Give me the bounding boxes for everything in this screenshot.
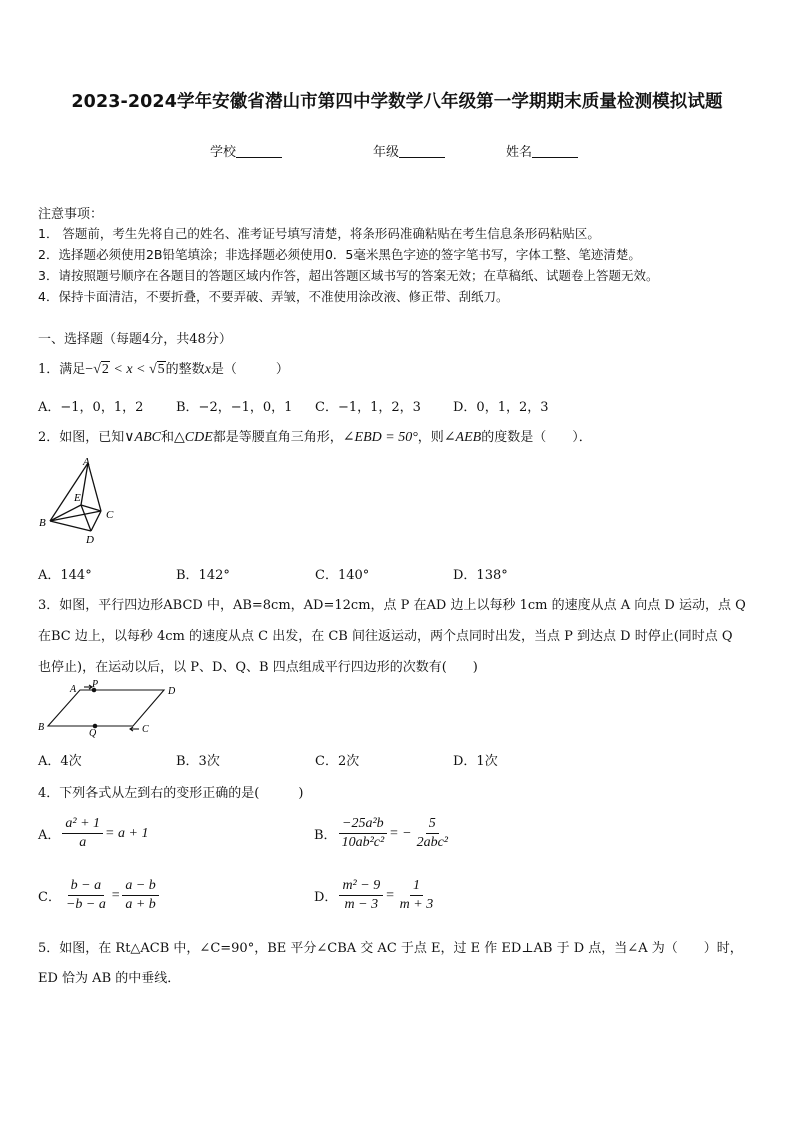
q2-angle-asked: ∠AEB [443, 430, 482, 445]
q1-var: x [204, 362, 211, 377]
q4-c-den2: a + b [125, 897, 156, 912]
q4-option-a[interactable] [38, 816, 148, 851]
question-5-line-2: ED 恰为 AB 的中垂线． [38, 971, 181, 986]
q4-d-fraction-right [397, 878, 437, 913]
note-item: 3．请按照题号顺序在各题目的答题区域内作答，超出答题区域书写的答案无效；在草稿纸、试题卷上答题无效。 [38, 268, 659, 283]
q4-b-eq: = − [389, 825, 412, 841]
q2-then: ，则 [417, 430, 444, 445]
q4-b-num: −25a²b [339, 816, 387, 834]
q1-option-a[interactable]: A．−1，0，1，2 [38, 400, 144, 415]
q1-minus: − [85, 362, 94, 377]
q2-stem-start: 2．如图，已知 [38, 430, 125, 445]
q4-c-num2: a − b [122, 878, 158, 896]
question-5-line-1: 5．如图，在 Rt△ACB 中，∠C=90°，BE 平分∠CBA 交 AC 于点 E，过 E 作 ED⊥AB 于 D 点，当∠A 为（ ）时， [38, 941, 743, 956]
q1-stem-end: 是（ ） [210, 362, 289, 377]
note-item: 2．选择题必须使用2B铅笔填涂；非选择题必须使用0．5毫米黑色字迹的签字笔书写，字体工整、笔迹清楚。 [38, 247, 641, 262]
question-1 [38, 358, 289, 378]
q1-stem-start: 1．满足 [38, 362, 86, 377]
q4-a-fraction [62, 816, 103, 851]
q1-stem-mid: 的整数 [165, 362, 205, 377]
q1-sqrt-2: √2 [93, 362, 109, 377]
q4-b-fraction-left [339, 816, 388, 851]
q2-option-d[interactable]: D．138° [453, 568, 508, 583]
q2-option-c[interactable]: C．140° [315, 568, 370, 583]
school-label: 学校 [210, 145, 237, 160]
q4-c-label: C． [38, 890, 61, 905]
q3-label-p: P [92, 680, 99, 690]
section-heading: 一、选择题（每题4分，共48分） [38, 332, 232, 347]
q4-c-num: b − a [68, 878, 104, 896]
q2-and: 和 [160, 430, 174, 445]
name-field[interactable] [506, 141, 578, 160]
q4-d-den: m − 3 [344, 897, 379, 912]
q4-c-fraction-left [63, 878, 109, 913]
q2-label-a: A [83, 456, 90, 468]
q4-b-label: B． [314, 828, 337, 843]
q2-label-e: E [74, 492, 81, 504]
question-2 [38, 426, 592, 446]
q4-option-b[interactable] [314, 816, 453, 851]
q4-d-eq: = [385, 887, 395, 903]
q3-label-c: C [142, 724, 149, 735]
note-item: 1． 答题前，考生先将自己的姓名、准考证号填写清楚，将条形码准确粘贴在考生信息条形码粘贴区。 [38, 226, 600, 241]
q2-stem-end: 的度数是（ ）． [481, 430, 592, 445]
school-field[interactable] [210, 141, 282, 160]
q1-inequality: < x < [109, 362, 149, 377]
question-3-line-3: 也停止)，在运动以后，以 P、D、Q、B 四点组成平行四边形的次数有( ) [38, 660, 478, 675]
q3-option-d[interactable]: D．1次 [453, 754, 498, 769]
q2-option-a[interactable]: A．144° [38, 568, 92, 583]
q1-option-b[interactable]: B．−2，−1，0，1 [176, 400, 293, 415]
q3-option-c[interactable]: C．2次 [315, 754, 360, 769]
q2-label-d: D [86, 534, 94, 546]
q4-d-den2: m + 3 [399, 897, 434, 912]
q2-triangle-1: ∨ABC [124, 430, 161, 445]
note-item: 4．保持卡面清洁，不要折叠，不要弄破、弄皱，不准使用涂改液、修正带、刮纸刀。 [38, 289, 509, 304]
q3-label-d: D [168, 686, 176, 697]
q4-a-label: A． [38, 828, 61, 843]
q4-option-c[interactable] [38, 878, 161, 913]
name-label: 姓名 [506, 145, 533, 160]
notes-heading: 注意事项： [38, 207, 104, 222]
q2-label-c: C [106, 509, 114, 521]
q4-d-num: m² − 9 [339, 878, 383, 896]
q2-triangle-2: △CDE [174, 430, 213, 445]
q3-label-q: Q [89, 728, 97, 738]
q4-c-den: −b − a [65, 897, 106, 912]
q4-d-fraction-left [339, 878, 383, 913]
name-blank[interactable] [532, 145, 578, 158]
q2-figure [36, 455, 126, 547]
q4-b-num2: 5 [426, 816, 439, 834]
page-title: 2023-2024学年安徽省潜山市第四中学数学八年级第一学期期末质量检测模拟试题 [71, 92, 723, 112]
q4-option-d[interactable] [314, 878, 438, 913]
q2-option-b[interactable]: B．142° [176, 568, 230, 583]
grade-label: 年级 [373, 145, 400, 160]
q2-stem-mid: 都是等腰直角三角形， [212, 430, 343, 445]
q1-sqrt-5: √5 [148, 362, 165, 377]
grade-blank[interactable] [399, 145, 445, 158]
q3-figure [36, 680, 186, 738]
q2-label-b: B [39, 517, 46, 529]
q1-radicand-2: 5 [157, 362, 165, 377]
q4-c-fraction-right [122, 878, 158, 913]
q4-b-fraction-right [414, 816, 451, 851]
q3-option-a[interactable]: A．4次 [38, 754, 82, 769]
q3-label-b: B [38, 722, 45, 733]
q4-c-eq: = [110, 887, 121, 903]
q1-radicand-1: 2 [101, 362, 109, 377]
q4-b-den: 10ab²c² [341, 835, 385, 850]
q1-option-c[interactable]: C．−1，1，2，3 [315, 400, 421, 415]
question-3-line-2: 在BC 边上，以每秒 4cm 的速度从点 C 出发，在 CB 间往返运动，两个点同时出发，当点 P 到达点 D 时停止(同时点 Q [38, 629, 733, 644]
q2-angle-given: ∠EBD = 50° [342, 430, 418, 445]
q1-option-d[interactable]: D．0，1，2，3 [453, 400, 549, 415]
q4-d-num2: 1 [410, 878, 423, 896]
q4-a-den: a [79, 835, 87, 850]
q3-label-a: A [70, 684, 77, 695]
q4-d-label: D． [314, 890, 338, 905]
q3-option-b[interactable]: B．3次 [176, 754, 220, 769]
question-4: 4．下列各式从左到右的变形正确的是( ) [38, 786, 304, 801]
q4-a-num: a² + 1 [62, 816, 103, 834]
question-3-line-1: 3．如图，平行四边形ABCD 中，AB=8cm，AD=12cm，点 P 在AD 边上以每秒 1cm 的速度从点 A 向点 D 运动，点 Q [38, 598, 746, 613]
school-blank[interactable] [236, 145, 282, 158]
grade-field[interactable] [373, 141, 445, 160]
q4-a-rhs: = a + 1 [105, 825, 149, 841]
q4-b-den2: 2abc² [416, 835, 448, 850]
